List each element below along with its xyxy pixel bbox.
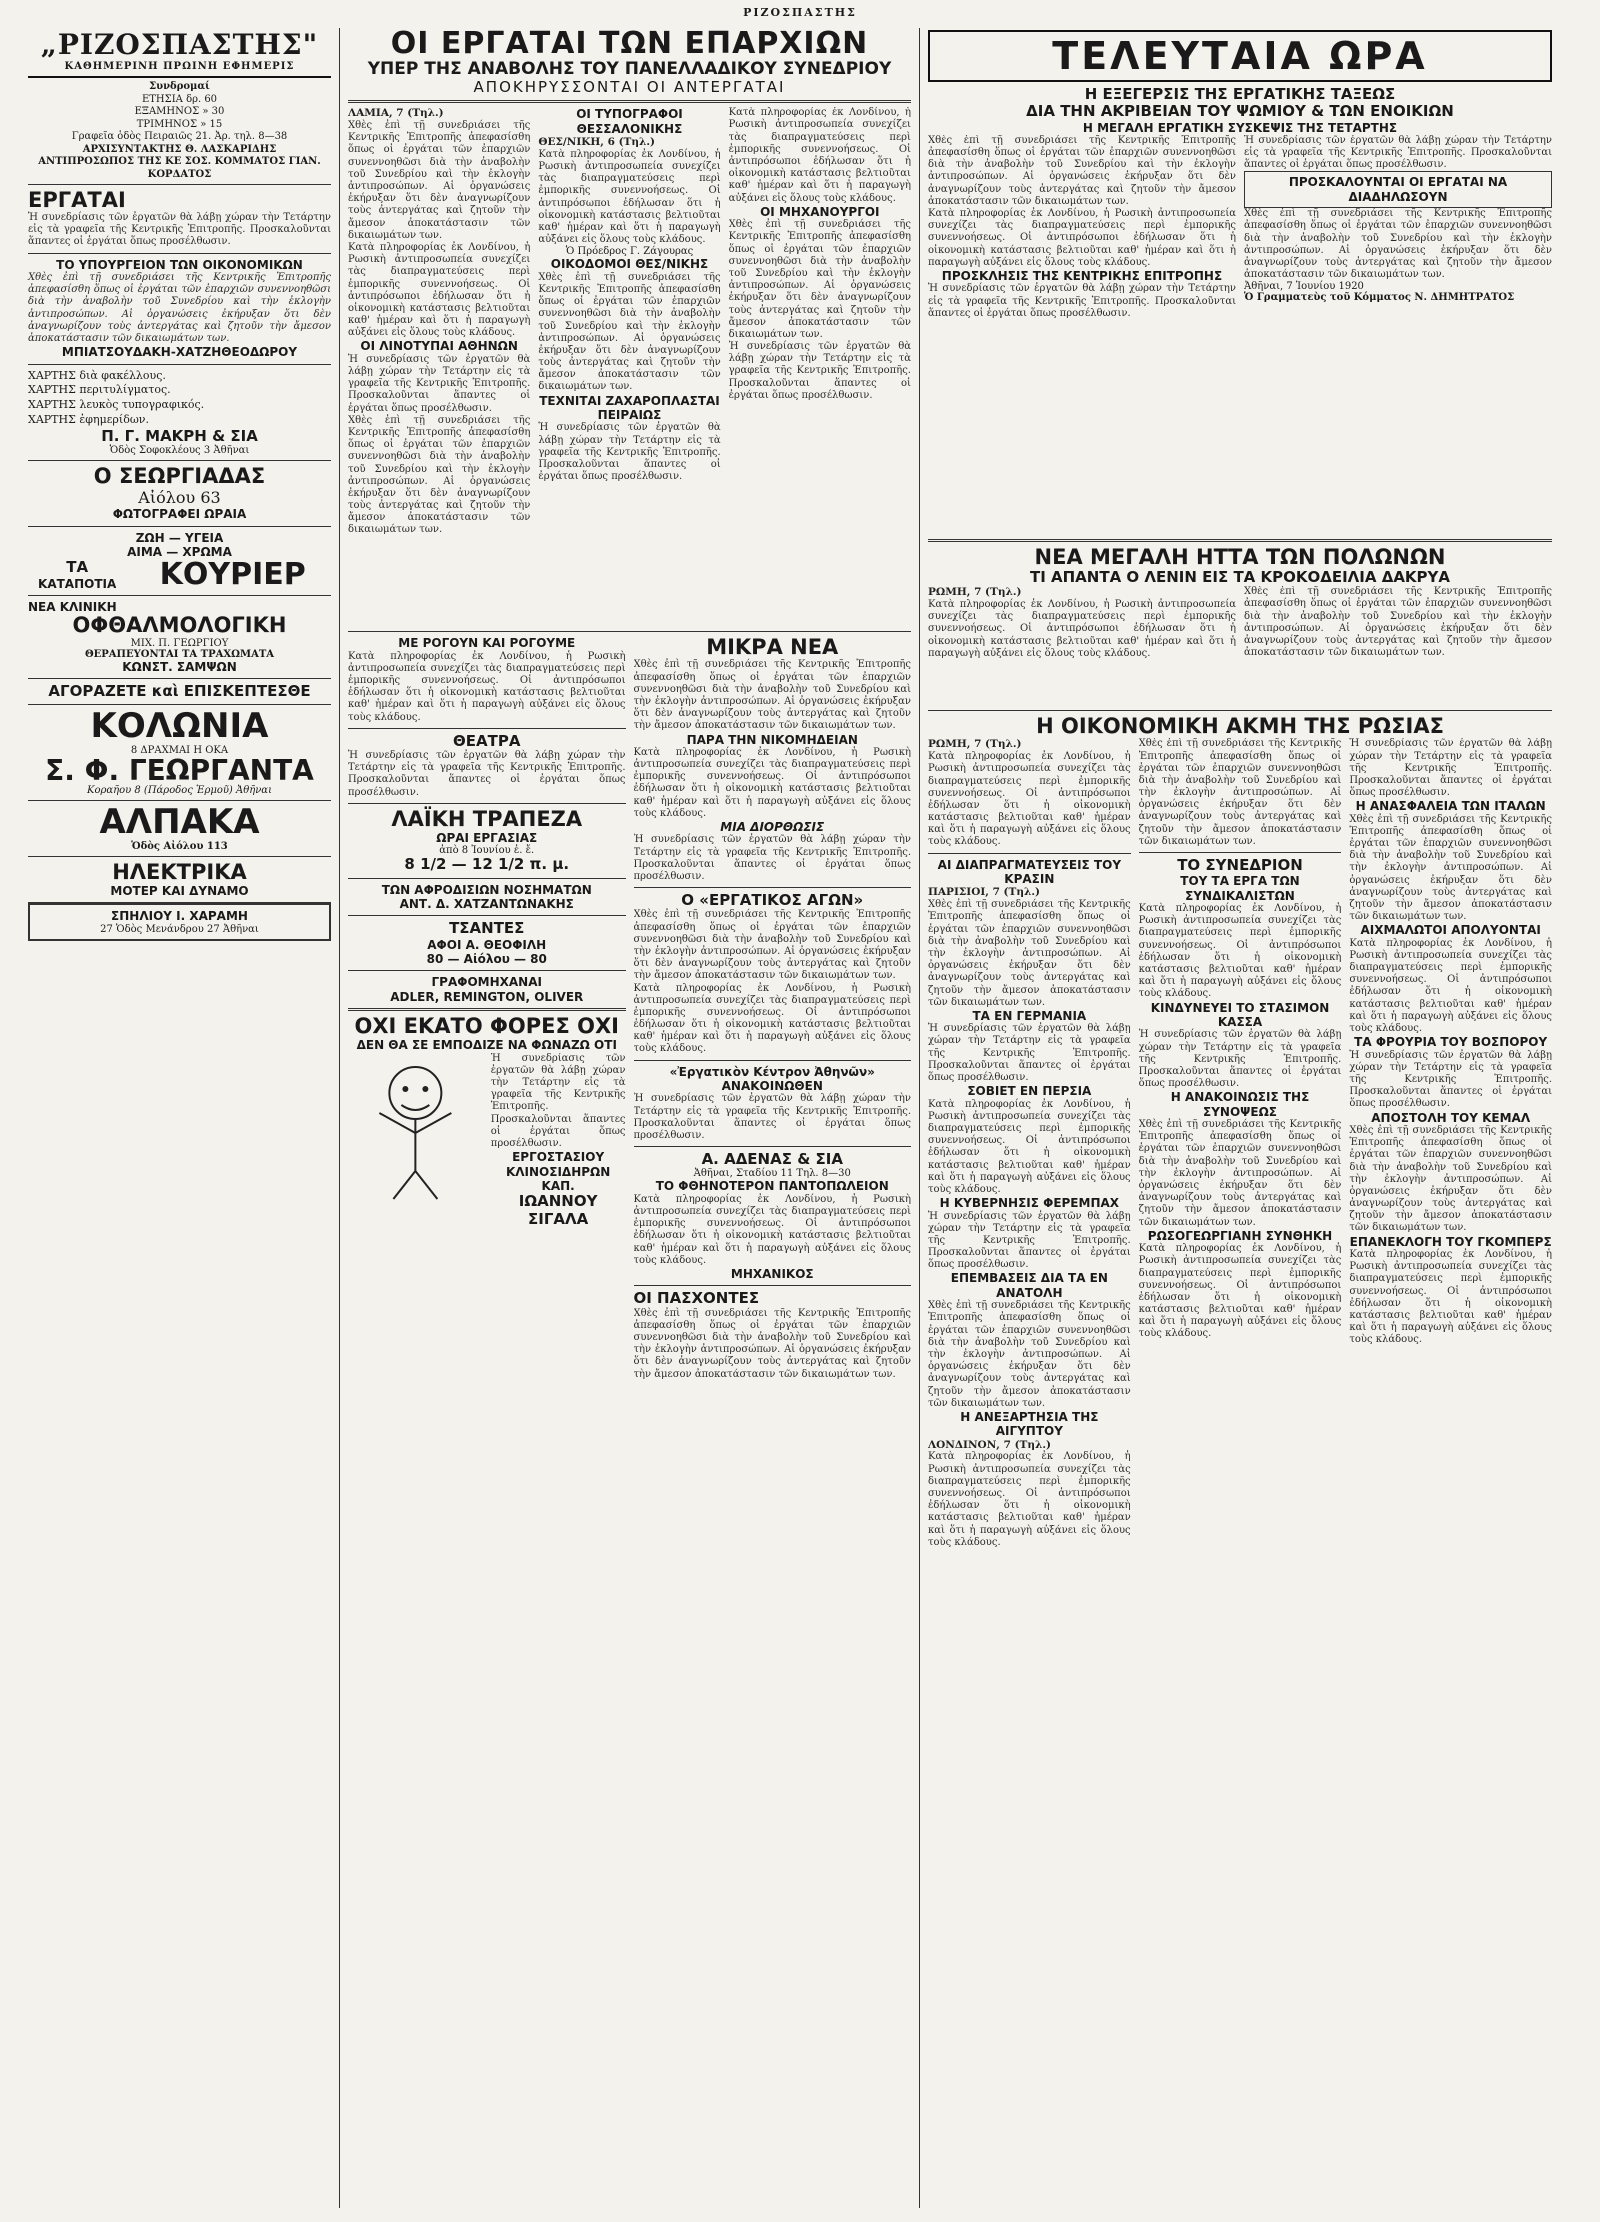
r2-article: [928, 586, 1552, 706]
masthead: [28, 28, 331, 78]
clinic-doctor: ΜΙΧ. Π. ΓΕΩΡΓΙΟΥ: [130, 637, 229, 649]
paper-ad: [28, 365, 331, 462]
dateline-lamia: ΛΑΜΙΑ, 7 (Τηλ.): [348, 107, 444, 120]
article-text: Ἡ συνεδρίασις τῶν ἐργατῶν θὰ λάβῃ χώραν τὴν Τετάρτην εἰς τὰ γραφεῖα τῆς Κεντρικῆς Ἐπιτροπῆς. Προσκαλοῦνται ἅπαντες οἱ ἐργάται ὅπως προσέλθωσιν.: [1138, 1029, 1342, 1090]
dateline-rome: ΡΩΜΗ, 7 (Τηλ.): [928, 586, 1022, 599]
article-text: Χθὲς ἐπὶ τῇ συνεδριάσει τῆς Κεντρικῆς Ἐπιτροπῆς ἀπεφασίσθη ὅπως οἱ ἐργάται τῶν ἐπαρχιῶν συνεννοηθῶσι διὰ τὴν ἀναβολὴν τοῦ Συνεδρίου καὶ τὴν ἐκλογὴν ἀντιπροσώπων. Αἱ ὀργανώσεις ἐκήρυξαν ὅτι δὲν ἀναγνωρίζουν τοὺς ἀντεργάτας καὶ ζητοῦν τὴν ἄμεσον ἀποκατάστασιν τῶν δικαιωμάτων των.: [1244, 208, 1552, 281]
subscriptions-label: Συνδρομαί: [149, 81, 210, 92]
bookstore-name: ΜΠΙΑΤΣΟΥΔΑΚΗ-ΧΑΤΖΗΘΕΟΔΩΡΟΥ: [61, 345, 298, 360]
article-text: Χθὲς ἐπὶ τῇ συνεδριάσει τῆς Κεντρικῆς Ἐπιτροπῆς ἀπεφασίσθη ὅπως οἱ ἐργάται τῶν ἐπαρχιῶν συνεννοηθῶσι διὰ τὴν ἀναβολὴν τοῦ Συνεδρίου καὶ τὴν ἐκλογὴν ἀντιπροσώπων. Αἱ ὀργανώσεις ἐκήρυξαν ὅτι δὲν ἀναγνωρίζουν τοὺς ἀντεργάτας καὶ ζητοῦν τὴν ἄμεσον ἀποκατάστασιν τῶν δικαιωμάτων των.: [1349, 1124, 1553, 1234]
list-item: ΧΑΡΤΗΣ διὰ φακέλλους.: [28, 368, 166, 382]
offices-address: Γραφεῖα ὁδὸς Πειραιῶς 21. Ἀρ. τηλ. 8—38: [71, 131, 288, 142]
article-text: Χθὲς ἐπὶ τῇ συνεδριάσει τῆς Κεντρικῆς Ἐπιτροπῆς ἀπεφασίσθη ὅπως οἱ ἐργάται τῶν ἐπαρχιῶν συνεννοηθῶσι διὰ τὴν ἀναβολὴν τοῦ Συνεδρίου καὶ τὴν ἐκλογὴν ἀντιπροσώπων. Αἱ ὀργανώσεις ἐκήρυξαν ὅτι δὲν ἀναγνωρίζουν τοὺς ἀντεργάτας καὶ ζητοῦν τὴν ἄμεσον ἀποκατάστασιν τῶν δικαιωμάτων των.: [633, 659, 911, 732]
article-text: Κατὰ πληροφορίας ἐκ Λονδίνου, ἡ Ρωσικὴ ἀντιπροσωπεία συνεχίζει τὰς διαπραγματεύσεις περὶ ἐμπορικῆς συνεννοήσεως. Οἱ ἀντιπρόσωποι ἐδήλωσαν ὅτι ἡ οἰκονομικὴ κατάστασις βελτιοῦται καθ' ἡμέραν καὶ ὅτι ἡ παραγωγὴ αὐξάνει εἰς ὅλους τοὺς κλάδους.: [1349, 937, 1553, 1035]
article-text: Ἡ συνεδρίασις τῶν ἐργατῶν θὰ λάβῃ χώραν τὴν Τετάρτην εἰς τὰ γραφεῖα τῆς Κεντρικῆς Ἐπιτροπῆς. Προσκαλοῦνται ἅπαντες οἱ ἐργάται ὅπως προσέλθωσιν.: [633, 1093, 911, 1142]
article-text: Κατὰ πληροφορίας ἐκ Λονδίνου, ἡ Ρωσικὴ ἀντιπροσωπεία συνεχίζει τὰς διαπραγματεύσεις περὶ ἐμπορικῆς συνεννοήσεως. Οἱ ἀντιπρόσωποι ἐδήλωσαν ὅτι ἡ οἰκονομικὴ κατάστασις βελτιοῦται καθ' ἡμέραν καὶ ὅτι ἡ παραγωγὴ αὐξάνει εἰς ὅλους τοὺς κλάδους.: [1138, 903, 1342, 1000]
electrics-ad: [28, 857, 331, 903]
electrics-sub: ΜΟΤΕΡ ΚΑΙ ΔΥΝΑΜΟ: [110, 884, 249, 899]
article-text: Χθὲς ἐπὶ τῇ συνεδριάσει τῆς Κεντρικῆς Ἐπιτροπῆς ἀπεφασίσθη ὅπως οἱ ἐργάται τῶν ἐπαρχιῶν συνεννοηθῶσι διὰ τὴν ἀναβολὴν τοῦ Συνεδρίου καὶ τὴν ἐκλογὴν ἀντιπροσώπων. Αἱ ὀργανώσεις ἐκήρυξαν ὅτι δὲν ἀναγνωρίζουν τοὺς ἀντεργάτας καὶ ζητοῦν τὴν ἄμεσον ἀποκατάστασιν τῶν δικαιωμάτων των.: [633, 909, 911, 982]
r18-headline: ΕΠΑΝΕΚΛΟΓΗ ΤΟΥ ΓΚΟΜΠΕΡΣ: [1349, 1234, 1552, 1249]
r2-headline: ΝΕΑ ΜΕΓΑΛΗ ΗΤΤΑ ΤΩΝ ΠΟΛΩΝΩΝ: [1034, 544, 1446, 569]
r11-headline: ΚΙΝΔΥΝΕΥΕΙ ΤΟ ΣΤΑΣΙΜΟΝ ΚΑΣΣΑ: [1150, 1000, 1330, 1029]
blood-line: ΑΙΜΑ — ΧΡΩΜΑ: [127, 545, 232, 560]
article-text: Χθὲς ἐπὶ τῇ συνεδριάσει τῆς Κεντρικῆς Ἐπιτροπῆς ἀπεφασίσθη ὅπως οἱ ἐργάται τῶν ἐπαρχιῶν συνεννοηθῶσι διὰ τὴν ἀναβολὴν τοῦ Συνεδρίου καὶ τὴν ἐκλογὴν ἀντιπροσώπων. Αἱ ὀργανώσεις ἐκήρυξαν ὅτι δὲν ἀναγνωρίζουν τοὺς ἀντεργάτας καὶ ζητοῦν τὴν ἄμεσον ἀποκατάστασιν τῶν δικαιωμάτων των.: [728, 219, 911, 340]
r1-article: [928, 135, 1552, 535]
article-text: Χθὲς ἐπὶ τῇ συνεδριάσει τῆς Κεντρικῆς Ἐπιτροπῆς ἀπεφασίσθη ὅπως οἱ ἐργάται τῶν ἐπαρχιῶν συνεννοηθῶσι διὰ τὴν ἀναβολὴν τοῦ Συνεδρίου καὶ τὴν ἐκλογὴν ἀντιπροσώπων. Αἱ ὀργανώσεις ἐκήρυξαν ὅτι δὲν ἀναγνωρίζουν τοὺς ἀντεργάτας καὶ ζητοῦν τὴν ἄμεσον ἀποκατάστασιν τῶν δικαιωμάτων των.: [538, 271, 721, 393]
r1-central-committee: ΠΡΟΣΚΛΗΣΙΣ ΤΗΣ ΚΕΝΤΡΙΚΗΣ ΕΠΙΤΡΟΠΗΣ: [941, 268, 1223, 283]
ypourgeio-text: Χθὲς ἐπὶ τῇ συνεδριάσει τῆς Κεντρικῆς Ἐπιτροπῆς ἀπεφασίσθη ὅπως οἱ ἐργάται τῶν ἐπαρχιῶν συνεννοηθῶσι διὰ τὴν ἀναβολὴν τοῦ Συνεδρίου καὶ τὴν ἐκλογὴν ἀντιπροσώπων. Αἱ ὀργανώσεις ἐκήρυξαν ὅτι δὲν ἀναγνωρίζουν τοὺς ἀντεργάτας καὶ ζητοῦν τὴν ἄμεσον ἀποκατάστασιν τῶν δικαιωμάτων των.: [28, 272, 331, 344]
editor-in-chief: ΑΡΧΙΣΥΝΤΑΚΤΗΣ Θ. ΛΑΣΚΑΡΙΔΗΣ: [82, 143, 277, 155]
list-item: ΧΑΡΤΗΣ περιτυλίγματος.: [28, 383, 171, 397]
article-text: Χθὲς ἐπὶ τῇ συνεδριάσει τῆς Κεντρικῆς Ἐπιτροπῆς ἀπεφασίσθη ὅπως οἱ ἐργάται τῶν ἐπαρχιῶν συνεννοηθῶσι διὰ τὴν ἀναβολὴν τοῦ Συνεδρίου καὶ τὴν ἐκλογὴν ἀντιπροσώπων. Αἱ ὀργανώσεις ἐκήρυξαν ὅτι δὲν ἀναγνωρίζουν τοὺς ἀντεργάτας καὶ ζητοῦν τὴν ἄμεσον ἀποκατάστασιν τῶν δικαιωμάτων των.: [928, 1300, 1131, 1409]
center-column: [340, 28, 920, 2208]
article-text: Κατὰ πληροφορίας ἐκ Λονδίνου, ἡ Ρωσικὴ ἀντιπροσωπεία συνεχίζει τὰς διαπραγματεύσεις περὶ ἐμπορικῆς συνεννοήσεως. Οἱ ἀντιπρόσωποι ἐδήλωσαν ὅτι ἡ οἰκονομικὴ κατάστασις βελτιοῦται καθ' ἡμέραν καὶ ὅτι ἡ παραγωγὴ αὐξάνει εἰς ὅλους τοὺς κλάδους.: [348, 650, 626, 723]
article-text: Κατὰ πληροφορίας ἐκ Λονδίνου, ἡ Ρωσικὴ ἀντιπροσωπεία συνεχίζει τὰς διαπραγματεύσεις περὶ ἐμπορικῆς συνεννοήσεως. Οἱ ἀντιπρόσωποι ἐδήλωσαν ὅτι ἡ οἰκονομικὴ κατάστασις βελτιοῦται καθ' ἡμέραν καὶ ὅτι ἡ παραγωγὴ αὐξάνει εἰς ὅλους τοὺς κλάδους.: [1138, 1243, 1342, 1340]
r1-headline: Η ΕΞΕΓΕΡΣΙΣ ΤΗΣ ΕΡΓΑΤΙΚΗΣ ΤΑΞΕΩΣ: [1084, 85, 1396, 103]
clinic-venereal: ΤΩΝ ΑΦΡΟΔΙΣΙΩΝ ΝΟΣΗΜΑΤΩΝ: [381, 882, 592, 897]
article-text: Κατὰ πληροφορίας ἐκ Λονδίνου, ἡ Ρωσικὴ ἀντιπροσωπεία συνεχίζει τὰς διαπραγματεύσεις περὶ ἐμπορικῆς συνεννοήσεως. Οἱ ἀντιπρόσωποι ἐδήλωσαν ὅτι ἡ οἰκονομικὴ κατάστασις βελτιοῦται καθ' ἡμέραν καὶ ὅτι ἡ παραγωγὴ αὐξάνει εἰς ὅλους τοὺς κλάδους.: [633, 982, 911, 1055]
pills-label: ΤΑ: [66, 559, 89, 577]
section-typographoi: ΟΙ ΤΥΠΟΓΡΑΦΟΙ ΘΕΣΣΑΛΟΝΙΚΗΣ: [576, 107, 683, 136]
right-lower: [928, 738, 1552, 1898]
party-representative: ΑΝΤΙΠΡΟΣΩΠΟΣ ΤΗΣ ΚΕ ΣΟΣ. ΚΟΜΜΑΤΟΣ ΓΙΑΝ. ΚΟΡΔΑΤΟΣ: [38, 156, 321, 180]
article-text: Ἡ συνεδρίασις τῶν ἐργατῶν θὰ λάβῃ χώραν τὴν Τετάρτην εἰς τὰ γραφεῖα τῆς Κεντρικῆς Ἐπιτροπῆς. Προσκαλοῦνται ἅπαντες οἱ ἐργάται ὅπως προσέλθωσιν.: [728, 341, 911, 401]
r3-headline: Η ΟΙΚΟΝΟΜΙΚΗ ΑΚΜΗ ΤΗΣ ΡΩΣΙΑΣ: [1036, 714, 1444, 739]
cartoon-illustration: [348, 1053, 483, 1203]
r12-headline: Η ΑΝΑΚΟΙΝΩΣΙΣ ΤΗΣ ΣΥΝΟΨΕΩΣ: [1170, 1090, 1310, 1119]
r1-kicker: Η ΜΕΓΑΛΗ ΕΡΓΑΤΙΚΗ ΣΥΣΚΕΨΙΣ ΤΗΣ ΤΕΤΑΡΤΗΣ: [1082, 120, 1398, 135]
bank-from: ἀπὸ 8 Ἰουνίου ἐ. ἔ.: [439, 845, 535, 857]
article-text: Κατὰ πληροφορίας ἐκ Λονδίνου, ἡ Ρωσικὴ ἀντιπροσωπεία συνεχίζει τὰς διαπραγματεύσεις περὶ ἐμπορικῆς συνεννοήσεως. Οἱ ἀντιπρόσωποι ἐδήλωσαν ὅτι ἡ οἰκονομικὴ κατάστασις βελτιοῦται καθ' ἡμέραν καὶ ὅτι ἡ παραγωγὴ αὐξάνει εἰς ὅλους τοὺς κλάδους.: [348, 241, 531, 339]
subscription-halfyear: ΕΞΑΜΗΝΟΣ » 30: [134, 106, 225, 117]
dateline-london: ΛΟΝΔΙΝΟΝ, 7 (Τηλ.): [928, 1438, 1051, 1451]
subscription-quarter: ΤΡΙΜΗΝΟΣ » 15: [136, 118, 223, 130]
r6-headline: ΣΟΒΙΕΤ ΕΝ ΠΕΡΣΙΑ: [967, 1084, 1092, 1099]
r1-subheadline: ΔΙΑ ΤΗΝ ΑΚΡΙΒΕΙΑΝ ΤΟΥ ΨΩΜΙΟΥ & ΤΩΝ ΕΝΟΙΚΙΩΝ: [1026, 102, 1454, 121]
article-text: Κατὰ πληροφορίας ἐκ Λονδίνου, ἡ Ρωσικὴ ἀντιπροσωπεία συνεχίζει τὰς διαπραγματεύσεις περὶ ἐμπορικῆς συνεννοήσεως. Οἱ ἀντιπρόσωποι ἐδήλωσαν ὅτι ἡ οἰκονομικὴ κατάστασις βελτιοῦται καθ' ἡμέραν καὶ ὅτι ἡ παραγωγὴ αὐξάνει εἰς ὅλους τοὺς κλάδους.: [928, 208, 1236, 268]
optics-name: ΣΠΗΛΙΟΥ Ι. ΧΑΡΑΜΗ: [111, 909, 248, 924]
center-lower: [348, 636, 911, 2208]
bags-headline: ΤΣΑΝΤΕΣ: [449, 919, 525, 938]
section-diorthosis: ΜΙΑ ΔΙΟΡΘΩΣΙΣ: [720, 820, 825, 835]
late-news-banner: ΤΕΛΕΥΤΑΙΑ ΩΡΑ: [928, 30, 1552, 82]
article-text: Κατὰ πληροφορίας ἐκ Λονδίνου, ἡ Ρωσικὴ ἀντιπροσωπεία συνεχίζει τὰς διαπραγματεύσεις περὶ ἐμπορικῆς συνεννοήσεως. Οἱ ἀντιπρόσωποι ἐδήλωσαν ὅτι ἡ οἰκονομικὴ κατάστασις βελτιοῦται καθ' ἡμέραν καὶ ὅτι ἡ παραγωγὴ αὐξάνει εἰς ὅλους τοὺς κλάδους.: [928, 751, 1131, 848]
bank-hours: 8 1/2 — 12 1/2 π. μ.: [404, 855, 570, 874]
section-anakoinwthen: ΑΝΑΚΟΙΝΩΘΕΝ: [721, 1079, 823, 1094]
r7-headline: Η ΚΥΒΕΡΝΗΣΙΣ ΦΕΡΕΜΠΑΧ: [939, 1196, 1120, 1211]
r15-headline: ΑΙΧΜΑΛΩΤΟΙ ΑΠΟΛΥΟΝΤΑΙ: [1360, 923, 1541, 938]
r1-date: Ἀθῆναι, 7 Ἰουνίου 1920: [1244, 281, 1364, 293]
pills-ad: [28, 527, 331, 596]
typewriter-brands: ADLER, REMINGTON, OLIVER: [390, 989, 584, 1004]
subscriptions-box: [28, 78, 331, 185]
article-text: Χθὲς ἐπὶ τῇ συνεδριάσει τῆς Κεντρικῆς Ἐπιτροπῆς ἀπεφασίσθη ὅπως οἱ ἐργάται τῶν ἐπαρχιῶν συνεννοηθῶσι διὰ τὴν ἀναβολὴν τοῦ Συνεδρίου καὶ τὴν ἐκλογὴν ἀντιπροσώπων. Αἱ ὀργανώσεις ἐκήρυξαν ὅτι δὲν ἀναγνωρίζουν τοὺς ἀντεργάτας καὶ ζητοῦν τὴν ἄμεσον ἀποκατάστασιν τῶν δικαιωμάτων των.: [928, 899, 1131, 1008]
dentist-name: ΚΩΝΣΤ. ΣΑΜΨΩΝ: [122, 659, 237, 674]
r2-subheadline: ΤΙ ΑΠΑΝΤΑ Ο ΛΕΝΙΝ ΕΙΣ ΤΑ ΚΡΟΚΟΔΕΙΛΙΑ ΔΑΚΡΥΑ: [1029, 567, 1451, 586]
article-text: Χθὲς ἐπὶ τῇ συνεδριάσει τῆς Κεντρικῆς Ἐπιτροπῆς ἀπεφασίσθη ὅπως οἱ ἐργάται τῶν ἐπαρχιῶν συνεννοηθῶσι διὰ τὴν ἀναβολὴν τοῦ Συνεδρίου καὶ τὴν ἐκλογὴν ἀντιπροσώπων. Αἱ ὀργανώσεις ἐκήρυξαν ὅτι δὲν ἀναγνωρίζουν τοὺς ἀντεργάτας καὶ ζητοῦν τὴν ἄμεσον ἀποκατάστασιν τῶν δικαιωμάτων των.: [928, 134, 1236, 207]
article-text: Ἡ συνεδρίασις τῶν ἐργατῶν θὰ λάβῃ χώραν τὴν Τετάρτην εἰς τὰ γραφεῖα τῆς Κεντρικῆς Ἐπιτροπῆς. Προσκαλοῦνται ἅπαντες οἱ ἐργάται ὅπως προσέλθωσιν.: [1244, 134, 1552, 171]
oxi-sub: ΔΕΝ ΘΑ ΣΕ ΕΜΠΟΔΙΖΕ ΝΑ ΦΩΝΑΖΩ ΟΤΙ: [356, 1038, 617, 1053]
article-text: Κατὰ πληροφορίας ἐκ Λονδίνου, ἡ Ρωσικὴ ἀντιπροσωπεία συνεχίζει τὰς διαπραγματεύσεις περὶ ἐμπορικῆς συνεννοήσεως. Οἱ ἀντιπρόσωποι ἐδήλωσαν ὅτι ἡ οἰκονομικὴ κατάστασις βελτιοῦται καθ' ἡμέραν καὶ ὅτι ἡ παραγωγὴ αὐξάνει εἰς ὅλους τοὺς κλάδους.: [928, 1451, 1131, 1548]
article-text: Ἡ συνεδρίασις τῶν ἐργατῶν θὰ λάβῃ χώραν τὴν Τετάρτην εἰς τὰ γραφεῖα τῆς Κεντρικῆς Ἐπιτροπῆς. Προσκαλοῦνται ἅπαντες οἱ ἐργάται ὅπως προσέλθωσιν.: [348, 353, 531, 414]
r4-headline: ΑΙ ΔΙΑΠΡΑΓΜΑΤΕΥΣΕΙΣ ΤΟΥ ΚΡΑΣΙΝ: [937, 857, 1122, 887]
oxi-name: ΙΩΑΝΝΟΥ ΣΙΓΑΛΑ: [518, 1192, 598, 1228]
section-kentro: «Ἐργατικὸν Κέντρον Ἀθηνῶν»: [669, 1064, 875, 1079]
section-mikra: ΜΙΚΡΑ ΝΕΑ: [706, 636, 839, 660]
ad-ergatai: [28, 185, 331, 254]
article-text: Χθὲς ἐπὶ τῇ συνεδριάσει τῆς Κεντρικῆς Ἐπιτροπῆς ἀπεφασίσθη ὅπως οἱ ἐργάται τῶν ἐπαρχιῶν συνεννοηθῶσι διὰ τὴν ἀναβολὴν τοῦ Συνεδρίου καὶ τὴν ἐκλογὴν ἀντιπροσώπων. Αἱ ὀργανώσεις ἐκήρυξαν ὅτι δὲν ἀναγνωρίζουν τοὺς ἀντεργάτας καὶ ζητοῦν τὴν ἄμεσον ἀποκατάστασιν τῶν δικαιωμάτων των.: [1138, 738, 1342, 847]
masthead-subtitle: ΚΑΘΗΜΕΡΙΝΗ ΠΡΩΙΝΗ ΕΦΗΜΕΡΙΣ: [64, 61, 295, 72]
makris-address: Ὁδὸς Σοφοκλέους 3 Ἀθῆναι: [109, 445, 250, 457]
pills-sub: ΚΑΤΑΠΟΤΙΑ: [38, 576, 117, 591]
article-text: Ἡ συνεδρίασις τῶν ἐργατῶν θὰ λάβῃ χώραν τὴν Τετάρτην εἰς τὰ γραφεῖα τῆς Κεντρικῆς Ἐπιτροπῆς. Προσκαλοῦνται ἅπαντες οἱ ἐργάται ὅπως προσέλθωσιν.: [490, 1052, 626, 1149]
r1-signature: Ὁ Γραμματεὺς τοῦ Κόμματος Ν. ΔΗΜΗΤΡΑΤΟΣ: [1244, 292, 1515, 304]
r9-headline: Η ΑΝΕΞΑΡΤΗΣΙΑ ΤΗΣ ΑΙΓΥΠΤΟΥ: [960, 1409, 1099, 1439]
article-text: Κατὰ πληροφορίας ἐκ Λονδίνου, ἡ Ρωσικὴ ἀντιπροσωπεία συνεχίζει τὰς διαπραγματεύσεις περὶ ἐμπορικῆς συνεννοήσεως. Οἱ ἀντιπρόσωποι ἐδήλωσαν ὅτι ἡ οἰκονομικὴ κατάστασις βελτιοῦται καθ' ἡμέραν καὶ ὅτι ἡ παραγωγὴ αὐξάνει εἰς ὅλους τοὺς κλάδους.: [633, 746, 911, 819]
article-text: Χθὲς ἐπὶ τῇ συνεδριάσει τῆς Κεντρικῆς Ἐπιτροπῆς ἀπεφασίσθη ὅπως οἱ ἐργάται τῶν ἐπαρχιῶν συνεννοηθῶσι διὰ τὴν ἀναβολὴν τοῦ Συνεδρίου καὶ τὴν ἐκλογὴν ἀντιπροσώπων. Αἱ ὀργανώσεις ἐκήρυξαν ὅτι δὲν ἀναγνωρίζουν τοὺς ἀντεργάτας καὶ ζητοῦν τὴν ἄμεσον ἀποκατάστασιν τῶν δικαιωμάτων των.: [1244, 586, 1552, 659]
health-line: ΖΩΗ — ΥΓΕΙΑ: [135, 530, 224, 545]
cheapest-store: ΤΟ ΦΘΗΝΟΤΕΡΟΝ ΠΑΝΤΟΠΩΛΕΙΟΝ: [655, 1179, 889, 1194]
article-text: Κατὰ πληροφορίας ἐκ Λονδίνου, ἡ Ρωσικὴ ἀντιπροσωπεία συνεχίζει τὰς διαπραγματεύσεις περὶ ἐμπορικῆς συνεννοήσεως. Οἱ ἀντιπρόσωποι ἐδήλωσαν ὅτι ἡ οἰκονομικὴ κατάστασις βελτιοῦται καθ' ἡμέραν καὶ ὅτι ἡ παραγωγὴ αὐξάνει εἰς ὅλους τοὺς κλάδους.: [928, 599, 1236, 659]
photo-sub: ΦΩΤΟΓΡΑΦΕΙ ΩΡΑΙΑ: [112, 507, 247, 522]
section-agwn: Ο «ΕΡΓΑΤΙΚΟΣ ΑΓΩΝ»: [681, 891, 864, 910]
article-text: Κατὰ πληροφορίας ἐκ Λονδίνου, ἡ Ρωσικὴ ἀντιπροσωπεία συνεχίζει τὰς διαπραγματεύσεις περὶ ἐμπορικῆς συνεννοήσεως. Οἱ ἀντιπρόσωποι ἐδήλωσαν ὅτι ἡ οἰκονομικὴ κατάστασις βελτιοῦται καθ' ἡμέραν καὶ ὅτι ἡ παραγωγὴ αὐξάνει εἰς ὅλους τοὺς κλάδους.: [728, 107, 911, 204]
georganta-name: Σ. Φ. ΓΕΩΡΓΑΝΤΑ: [45, 753, 314, 787]
mhxanikos: ΜΗΧΑΝΙΚΟΣ: [730, 1266, 814, 1281]
dateline-thessaloniki: ΘΕΣ/ΝΙΚΗ, 6 (Τηλ.): [538, 136, 655, 149]
optics-ad: [28, 903, 331, 940]
r16-headline: ΤΑ ΦΡΟΥΡΙΑ ΤΟΥ ΒΟΣΠΟΡΟΥ: [1354, 1035, 1548, 1050]
pills-name: ΚΟΥΡΙΕΡ: [159, 559, 306, 592]
r5-headline: ΤΑ ΕΝ ΓΕΡΜΑΝΙΑ: [972, 1008, 1087, 1023]
section-nikomhdeia: ΠΑΡΑ ΤΗΝ ΝΙΚΟΜΗΔΕΙΑΝ: [686, 732, 858, 747]
article-text: Χθὲς ἐπὶ τῇ συνεδριάσει τῆς Κεντρικῆς Ἐπιτροπῆς ἀπεφασίσθη ὅπως οἱ ἐργάται τῶν ἐπαρχιῶν συνεννοηθῶσι διὰ τὴν ἀναβολὴν τοῦ Συνεδρίου καὶ τὴν ἐκλογὴν ἀντιπροσώπων. Αἱ ὀργανώσεις ἐκήρυξαν ὅτι δὲν ἀναγνωρίζουν τοὺς ἀντεργάτας καὶ ζητοῦν τὴν ἄμεσον ἀποκατάστασιν τῶν δικαιωμάτων των.: [1138, 1119, 1342, 1228]
left-column: [20, 28, 340, 2208]
bank-name: ΛΑΪΚΗ ΤΡΑΠΕΖΑ: [391, 806, 583, 831]
main-kicker: ΑΠΟΚΗΡΥΣΣΟΝΤΑΙ ΟΙ ΑΝΤΕΡΓΑΤΑΙ: [473, 78, 786, 97]
clinic-ad: [28, 596, 331, 679]
alpaka-address: Ὁδὸς Αἰόλου 113: [131, 840, 228, 852]
article-text: Χθὲς ἐπὶ τῇ συνεδριάσει τῆς Κεντρικῆς Ἐπιτροπῆς ἀπεφασίσθη ὅπως οἱ ἐργάται τῶν ἐπαρχιῶν συνεννοηθῶσι διὰ τὴν ἀναβολὴν τοῦ Συνεδρίου καὶ τὴν ἐκλογὴν ἀντιπροσώπων. Αἱ ὀργανώσεις ἐκήρυξαν ὅτι δὲν ἀναγνωρίζουν τοὺς ἀντεργάτας καὶ ζητοῦν τὴν ἄμεσον ἀποκατάστασιν τῶν δικαιωμάτων των.: [348, 120, 531, 241]
kolonia-price: 8 ΔΡΑΧΜΑΙ Η ΟΚΑ: [130, 744, 229, 756]
section-linotypai: ΟΙ ΛΙΝΟΤΥΠΑΙ ΑΘΗΝΩΝ: [360, 339, 518, 354]
main-subheadline: ΥΠΕΡ ΤΗΣ ΑΝΑΒΟΛΗΣ ΤΟΥ ΠΑΝΕΛΛΑΔΙΚΟΥ ΣΥΝΕΔΡΙΟΥ: [367, 58, 892, 79]
article-text: Χθὲς ἐπὶ τῇ συνεδριάσει τῆς Κεντρικῆς Ἐπιτροπῆς ἀπεφασίσθη ὅπως οἱ ἐργάται τῶν ἐπαρχιῶν συνεννοηθῶσι διὰ τὴν ἀναβολὴν τοῦ Συνεδρίου καὶ τὴν ἐκλογὴν ἀντιπροσώπων. Αἱ ὀργανώσεις ἐκήρυξαν ὅτι δὲν ἀναγνωρίζουν τοὺς ἀντεργάτας καὶ ζητοῦν τὴν ἄμεσον ἀποκατάστασιν τῶν δικαιωμάτων των.: [633, 1307, 911, 1380]
electrics-headline: ΗΛΕΚΤΡΙΚΑ: [112, 859, 247, 884]
oxi-headline: ΟΧΙ ΕΚΑΤΟ ΦΟΡΕΣ ΟΧΙ: [354, 1014, 619, 1039]
section-rogoi: ΜΕ ΡΟΓΟΥΝ ΚΑΙ ΡΟΓΟΥΜΕ: [398, 636, 576, 651]
typewriters-headline: ΓΡΑΦΟΜΗΧΑΝΑΙ: [431, 975, 542, 990]
ergatai-headline: ΕΡΓΑΤΑΙ: [28, 188, 126, 212]
dateline-paris: ΠΑΡΙΣΙΟΙ, 7 (Τηλ.): [928, 886, 1040, 899]
r1-box: ΠΡΟΣΚΑΛΟΥΝΤΑΙ ΟΙ ΕΡΓΑΤΑΙ ΝΑ ΔΙΑΔΗΛΩΣΟΥΝ: [1244, 171, 1552, 208]
article-text: Ἡ συνεδρίασις τῶν ἐργατῶν θὰ λάβῃ χώραν τὴν Τετάρτην εἰς τὰ γραφεῖα τῆς Κεντρικῆς Ἐπιτροπῆς. Προσκαλοῦνται ἅπαντες οἱ ἐργάται ὅπως προσέλθωσιν.: [928, 1210, 1131, 1271]
article-text: Κατὰ πληροφορίας ἐκ Λονδίνου, ἡ Ρωσικὴ ἀντιπροσωπεία συνεχίζει τὰς διαπραγματεύσεις περὶ ἐμπορικῆς συνεννοήσεως. Οἱ ἀντιπρόσωποι ἐδήλωσαν ὅτι ἡ οἰκονομικὴ κατάστασις βελτιοῦται καθ' ἡμέραν καὶ ὅτι ἡ παραγωγὴ αὐξάνει εἰς ὅλους τοὺς κλάδους.: [538, 148, 721, 246]
doctor-name: ΑΝΤ. Δ. ΧΑΤΖΑΝΤΩΝΑΚΗΣ: [399, 896, 574, 911]
clinic-pre: ΝΕΑ ΚΛΙΝΙΚΗ: [28, 600, 117, 615]
r8-headline: ΕΠΕΜΒΑΣΕΙΣ ΔΙΑ ΤΑ ΕΝ ΑΝΑΤΟΛΗ: [950, 1271, 1108, 1300]
section-theatra: ΘΕΑΤΡΑ: [453, 731, 521, 750]
list-item: ΧΑΡΤΗΣ λευκὸς τυπογραφικός.: [28, 398, 205, 412]
alpaka-ad: [28, 801, 331, 857]
photo-address: Αἰόλου 63: [138, 488, 221, 508]
makris-company: Π. Γ. ΜΑΚΡΗ & ΣΙΑ: [101, 426, 258, 445]
buy-ad: [28, 679, 331, 705]
buy-headline: ΑΓΟΡΑΖΕΤΕ καὶ ΕΠΙΣΚΕΠΤΕΣΘΕ: [48, 681, 311, 700]
masthead-title: „ΡΙΖΟΣΠΑΣΤΗΣ": [40, 28, 319, 61]
running-head: ΡΙΖΟΣΠΑΣΤΗΣ: [743, 6, 857, 19]
right-column: [920, 28, 1560, 2208]
list-item: ΧΑΡΤΗΣ ἐφημερίδων.: [28, 413, 149, 427]
adenas-name: Α. ΑΔΕΝΑΣ & ΣΙΑ: [701, 1150, 843, 1169]
kolonia-headline: ΚΟΛΩΝΙΑ: [90, 706, 269, 747]
ypourgeio-notice: [28, 254, 331, 365]
article-text: Ἡ συνεδρίασις τῶν ἐργατῶν θὰ λάβῃ χώραν τὴν Τετάρτην εἰς τὰ γραφεῖα τῆς Κεντρικῆς Ἐπιτροπῆς. Προσκαλοῦνται ἅπαντες οἱ ἐργάται ὅπως προσέλθωσιν.: [1349, 738, 1553, 799]
georganta-address: Κοραῆου 8 (Πάροδος Ἑρμοῦ) Ἀθῆναι: [87, 785, 272, 797]
adenas-address: Ἀθῆναι, Σταδίου 11 Τηλ. 8—30: [693, 1168, 851, 1180]
r13-headline: ΡΩΣΟΓΕΩΡΓΙΑΝΗ ΣΥΝΘΗΚΗ: [1147, 1228, 1333, 1243]
ypourgeio-headline: ΤΟ ΥΠΟΥΡΓΕΙΟΝ ΤΩΝ ΟΙΚΟΝΟΜΙΚΩΝ: [56, 257, 303, 272]
signature: Ὁ Πρόεδρος Γ. Ζάγουρας: [565, 246, 694, 258]
r14-headline: Η ΑΝΑΣΦΑΛΕΙΑ ΤΩΝ ΙΤΑΛΩΝ: [1355, 799, 1546, 814]
article-text: Κατὰ πληροφορίας ἐκ Λονδίνου, ἡ Ρωσικὴ ἀντιπροσωπεία συνεχίζει τὰς διαπραγματεύσεις περὶ ἐμπορικῆς συνεννοήσεως. Οἱ ἀντιπρόσωποι ἐδήλωσαν ὅτι ἡ οἰκονομικὴ κατάστασις βελτιοῦται καθ' ἡμέραν καὶ ὅτι ἡ παραγωγὴ αὐξάνει εἰς ὅλους τοὺς κλάδους.: [1349, 1249, 1553, 1346]
oxi-maker: ΕΡΓΟΣΤΑΣΙΟΥ ΚΛΙΝΟΣΙΔΗΡΩΝ ΚΑΠ.: [505, 1150, 611, 1193]
main-article: [348, 107, 911, 627]
bags-address: 80 — Αἰόλου — 80: [426, 951, 547, 966]
article-text: Ἡ συνεδρίασις τῶν ἐργατῶν θὰ λάβῃ χώραν τὴν Τετάρτην εἰς τὰ γραφεῖα τῆς Κεντρικῆς Ἐπιτροπῆς. Προσκαλοῦνται ἅπαντες οἱ ἐργάται ὅπως προσέλθωσιν.: [1349, 1049, 1553, 1110]
article-text: Ἡ συνεδρίασις τῶν ἐργατῶν θὰ λάβῃ χώραν τὴν Τετάρτην εἰς τὰ γραφεῖα τῆς Κεντρικῆς Ἐπιτροπῆς. Προσκαλοῦνται ἅπαντες οἱ ἐργάται ὅπως προσέλθωσιν.: [538, 422, 721, 483]
photo-headline: Ο ΣΕΩΡΓΙΑΔΑΣ: [93, 464, 266, 489]
paper-items: [28, 369, 331, 428]
article-text: Ἡ συνεδρίασις τῶν ἐργατῶν θὰ λάβῃ χώραν τὴν Τετάρτην εἰς τὰ γραφεῖα τῆς Κεντρικῆς Ἐπιτροπῆς. Προσκαλοῦνται ἅπαντες οἱ ἐργάται ὅπως προσέλθωσιν.: [348, 750, 626, 798]
article-text: Ἡ συνεδρίασις τῶν ἐργατῶν θὰ λάβῃ χώραν τὴν Τετάρτην εἰς τὰ γραφεῖα τῆς Κεντρικῆς Ἐπιτροπῆς. Προσκαλοῦνται ἅπαντες οἱ ἐργάται ὅπως προσέλθωσιν.: [633, 834, 911, 882]
article-text: Χθὲς ἐπὶ τῇ συνεδριάσει τῆς Κεντρικῆς Ἐπιτροπῆς ἀπεφασίσθη ὅπως οἱ ἐργάται τῶν ἐπαρχιῶν συνεννοηθῶσι διὰ τὴν ἀναβολὴν τοῦ Συνεδρίου καὶ τὴν ἐκλογὴν ἀντιπροσώπων. Αἱ ὀργανώσεις ἐκήρυξαν ὅτι δὲν ἀναγνωρίζουν τοὺς ἀντεργάτας καὶ ζητοῦν τὴν ἄμεσον ἀποκατάστασιν τῶν δικαιωμάτων των.: [1349, 813, 1553, 923]
kolonia-ad: [28, 705, 331, 801]
bank-hours-label: ΩΡΑΙ ΕΡΓΑΣΙΑΣ: [436, 830, 538, 845]
optics-address: 27 Ὁδὸς Μενάνδρου 27 Ἀθῆναι: [100, 923, 259, 935]
r10-subheadline: ΤΟΥ ΤΑ ΕΡΓΑ ΤΩΝ ΣΥΝΔΙΚΑΛΙΣΤΩΝ: [1180, 874, 1300, 903]
clinic-note: ΘΕΡΑΠΕΥΟΝΤΑΙ ΤΑ ΤΡΑΧΩΜΑΤΑ: [84, 648, 275, 660]
subscription-yearly: ΕΤΗΣΙΑ δρ. 60: [141, 93, 218, 105]
bags-shop: ΑΦΟΙ Α. ΘΕΟΦΙΛΗ: [427, 937, 547, 952]
main-headline: ΟΙ ΕΡΓΑΤΑΙ ΤΩΝ ΕΠΑΡΧΙΩΝ: [390, 28, 869, 61]
clinic-headline: ΟΦΘΑΛΜΟΛΟΓΙΚΗ: [72, 613, 287, 638]
r17-headline: ΑΠΟΣΤΟΛΗ ΤΟΥ ΚΕΜΑΛ: [1371, 1110, 1531, 1125]
article-text: Κατὰ πληροφορίας ἐκ Λονδίνου, ἡ Ρωσικὴ ἀντιπροσωπεία συνεχίζει τὰς διαπραγματεύσεις περὶ ἐμπορικῆς συνεννοήσεως. Οἱ ἀντιπρόσωποι ἐδήλωσαν ὅτι ἡ οἰκονομικὴ κατάστασις βελτιοῦται καθ' ἡμέραν καὶ ὅτι ἡ παραγωγὴ αὐξάνει εἰς ὅλους τοὺς κλάδους.: [633, 1193, 911, 1266]
section-oikodomoi: ΟΙΚΟΔΟΜΟΙ ΘΕΣ/ΝΙΚΗΣ: [550, 257, 709, 272]
ergatai-text: Ἡ συνεδρίασις τῶν ἐργατῶν θὰ λάβῃ χώραν τὴν Τετάρτην εἰς τὰ γραφεῖα τῆς Κεντρικῆς Ἐπιτροπῆς. Προσκαλοῦνται ἅπαντες οἱ ἐργάται ὅπως προσέλθωσιν.: [28, 212, 331, 248]
section-paschontes: ΟΙ ΠΑΣΧΟΝΤΕΣ: [633, 1289, 760, 1308]
article-text: Κατὰ πληροφορίας ἐκ Λονδίνου, ἡ Ρωσικὴ ἀντιπροσωπεία συνεχίζει τὰς διαπραγματεύσεις περὶ ἐμπορικῆς συνεννοήσεως. Οἱ ἀντιπρόσωποι ἐδήλωσαν ὅτι ἡ οἰκονομικὴ κατάστασις βελτιοῦται καθ' ἡμέραν καὶ ὅτι ἡ παραγωγὴ αὐξάνει εἰς ὅλους τοὺς κλάδους.: [928, 1098, 1131, 1195]
photo-ad: [28, 461, 331, 526]
article-text: Ἡ συνεδρίασις τῶν ἐργατῶν θὰ λάβῃ χώραν τὴν Τετάρτην εἰς τὰ γραφεῖα τῆς Κεντρικῆς Ἐπιτροπῆς. Προσκαλοῦνται ἅπαντες οἱ ἐργάται ὅπως προσέλθωσιν.: [928, 1023, 1131, 1084]
section-texnitai: ΤΕΧΝΙΤΑΙ ΖΑΧΑΡΟΠΛΑΣΤΑΙ ΠΕΙΡΑΙΩΣ: [539, 393, 720, 423]
r10-headline: ΤΟ ΣΥΝΕΔΡΙΟΝ: [1177, 856, 1303, 875]
section-mhxanourgoi: ΟΙ ΜΗΧΑΝΟΥΡΓΟΙ: [760, 204, 880, 219]
article-text: Χθὲς ἐπὶ τῇ συνεδριάσει τῆς Κεντρικῆς Ἐπιτροπῆς ἀπεφασίσθη ὅπως οἱ ἐργάται τῶν ἐπαρχιῶν συνεννοηθῶσι διὰ τὴν ἀναβολὴν τοῦ Συνεδρίου καὶ τὴν ἐκλογὴν ἀντιπροσώπων. Αἱ ὀργανώσεις ἐκήρυξαν ὅτι δὲν ἀναγνωρίζουν τοὺς ἀντεργάτας καὶ ζητοῦν τὴν ἄμεσον ἀποκατάστασιν τῶν δικαιωμάτων των.: [348, 414, 531, 536]
dateline-rome: ΡΩΜΗ, 7 (Τηλ.): [928, 738, 1022, 751]
alpaka-headline: ΑΛΠΑΚΑ: [99, 802, 260, 843]
article-text: Ἡ συνεδρίασις τῶν ἐργατῶν θὰ λάβῃ χώραν τὴν Τετάρτην εἰς τὰ γραφεῖα τῆς Κεντρικῆς Ἐπιτροπῆς. Προσκαλοῦνται ἅπαντες οἱ ἐργάται ὅπως προσέλθωσιν.: [928, 283, 1236, 319]
